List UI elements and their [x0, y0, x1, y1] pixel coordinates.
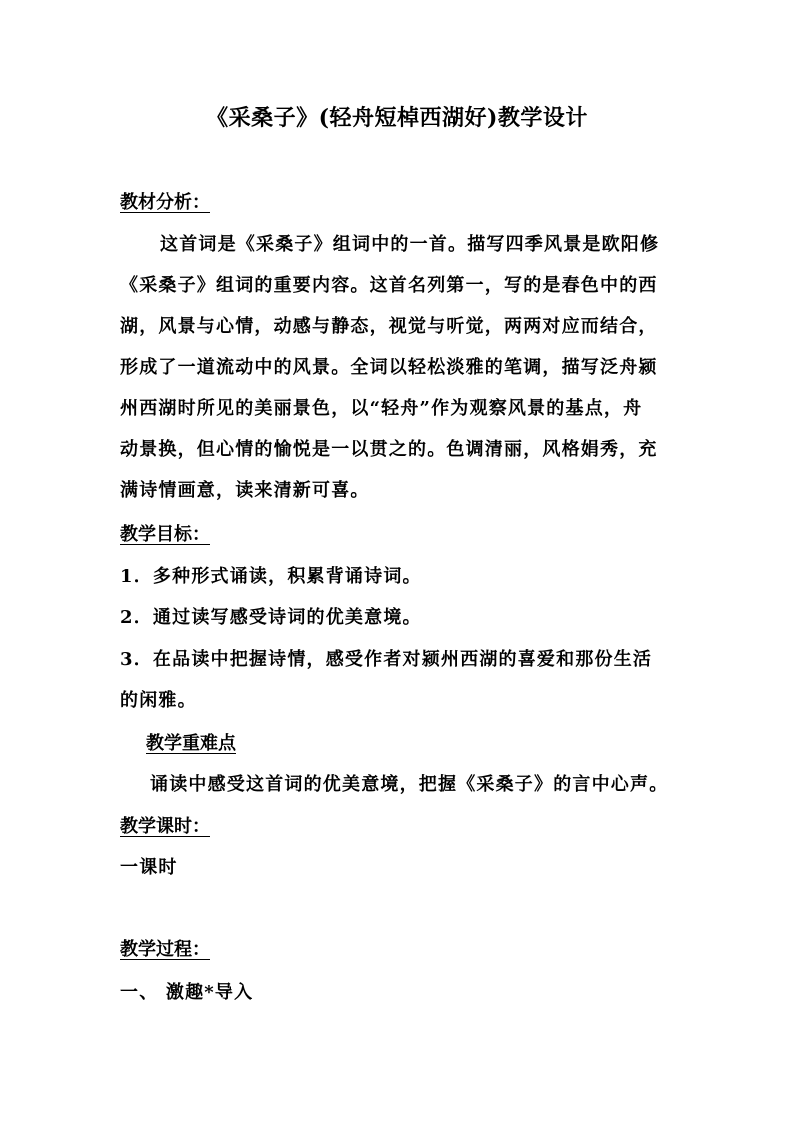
hours-text: 一课时 — [120, 857, 178, 878]
analysis-line: 动景换，但心情的愉悦是一以贯之的。色调清丽，风格娟秀，充 — [120, 439, 658, 460]
goal-item: 2．通过读写感受诗词的优美意境。 — [120, 607, 422, 628]
document-title: 《采桑子》(轻舟短棹西湖好)教学设计 — [206, 105, 588, 131]
analysis-line: 湖，风景与心情，动感与静态，视觉与听觉，两两对应而结合， — [120, 316, 658, 337]
analysis-line: 《采桑子》组词的重要内容。这首名列第一，写的是春色中的西 — [120, 275, 658, 296]
process-step: 一、 激趣*导入 — [120, 982, 254, 1003]
process-heading: 教学过程： — [120, 939, 210, 960]
hours-heading: 教学课时： — [120, 816, 210, 837]
analysis-line: 州西湖时所见的美丽景色，以“轻舟”作为观察风景的基点，舟 — [120, 398, 643, 419]
goal-item: 的闲雅。 — [120, 690, 197, 711]
goal-item: 1．多种形式诵读，积累背诵诗词。 — [120, 566, 422, 587]
goals-heading: 教学目标： — [120, 524, 210, 545]
analysis-heading: 教材分析： — [120, 192, 210, 213]
difficulty-heading: 教学重难点 — [146, 733, 236, 754]
analysis-line: 形成了一道流动中的风景。全词以轻松淡雅的笔调，描写泛舟颍 — [120, 357, 658, 378]
analysis-line: 满诗情画意，读来清新可喜。 — [120, 480, 370, 501]
goal-item: 3．在品读中把握诗情，感受作者对颍州西湖的喜爱和那份生活 — [120, 649, 653, 670]
difficulty-text: 诵读中感受这首词的优美意境，把握《采桑子》的言中心声。 — [150, 774, 669, 795]
analysis-line: 这首词是《采桑子》组词中的一首。描写四季风景是欧阳修 — [160, 234, 660, 255]
